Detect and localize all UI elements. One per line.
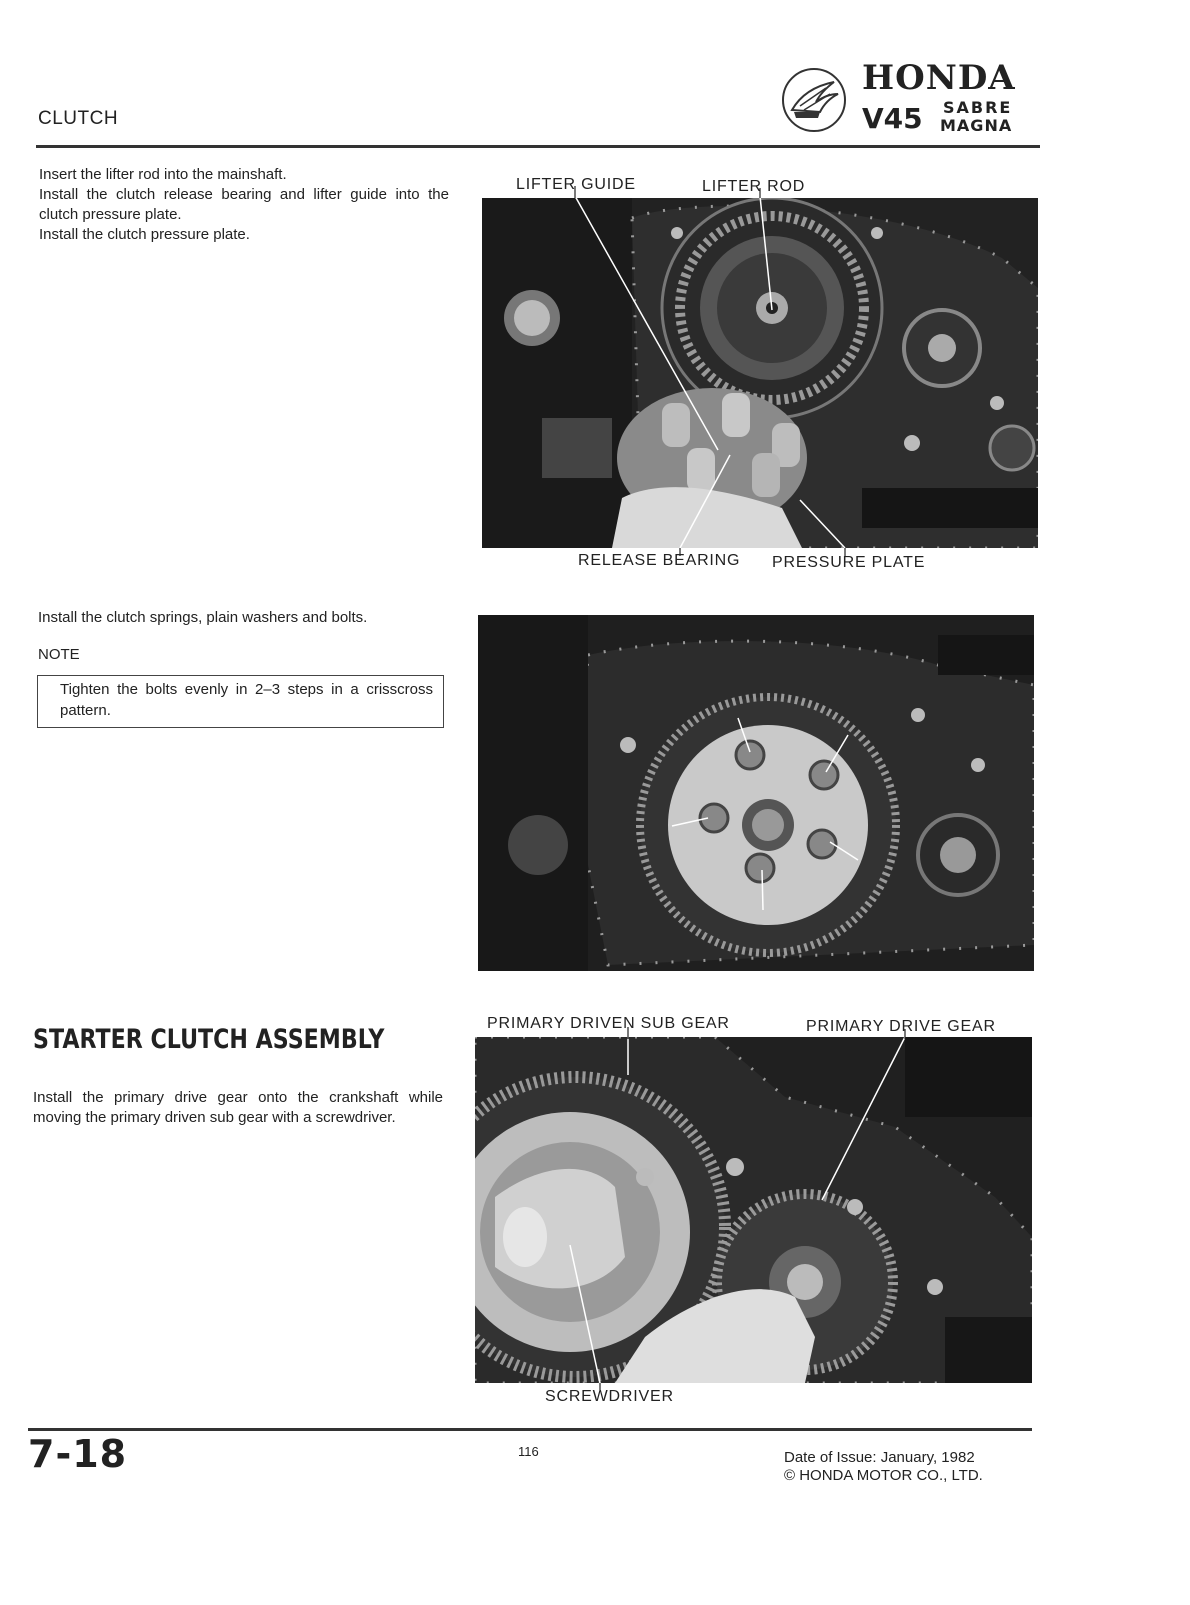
label-pressure-plate: PRESSURE PLATE xyxy=(772,554,926,571)
step1-line-3: Install the clutch pressure plate. xyxy=(39,226,250,243)
honda-wing-icon xyxy=(780,66,848,134)
photo-pressure-plate-install xyxy=(482,198,1038,548)
model-name: V45 xyxy=(862,102,923,135)
brand-name: HONDA xyxy=(862,58,1016,98)
honda-logo xyxy=(780,58,1042,138)
variant-sabre: SABRE xyxy=(943,98,1013,117)
note-box xyxy=(37,675,444,728)
page-number: 7-18 xyxy=(28,1432,128,1476)
note-text: Tighten the bolts evenly in 2–3 steps in a crisscross pattern. xyxy=(60,681,433,719)
label-screwdriver: SCREWDRIVER xyxy=(545,1388,674,1405)
step1-line-1: Insert the lifter rod into the mainshaft. xyxy=(39,166,287,183)
section-title: CLUTCH xyxy=(38,108,119,129)
section-title-starter-clutch: STARTER CLUTCH ASSEMBLY xyxy=(33,1024,385,1055)
label-primary-driven-sub-gear: PRIMARY DRIVEN SUB GEAR xyxy=(487,1015,730,1032)
note-label: NOTE xyxy=(38,646,80,663)
footer-rule xyxy=(28,1428,1032,1431)
step2-instruction: Install the clutch springs, plain washers and bolts. xyxy=(38,609,368,626)
label-lifter-rod: LIFTER ROD xyxy=(702,178,806,195)
step1-instructions xyxy=(39,165,449,245)
photo-clutch-bolts xyxy=(478,615,1034,971)
variant-magna: MAGNA xyxy=(940,116,1013,135)
label-primary-drive-gear: PRIMARY DRIVE GEAR xyxy=(806,1018,996,1035)
step1-line-2: Install the clutch release bearing and lifter guide into the clutch pressure plate. xyxy=(39,186,449,223)
step3-instruction: Install the primary drive gear onto the crankshaft while moving the primary driven sub gear with a screwdriver. xyxy=(33,1089,443,1126)
label-lifter-guide: LIFTER GUIDE xyxy=(516,176,636,193)
issue-info xyxy=(784,1449,983,1485)
issue-date: Date of Issue: January, 1982 xyxy=(784,1449,975,1466)
page-index: 116 xyxy=(518,1444,539,1459)
copyright: © HONDA MOTOR CO., LTD. xyxy=(784,1467,983,1484)
label-release-bearing: RELEASE BEARING xyxy=(578,552,741,569)
photo-primary-drive-gear xyxy=(475,1037,1032,1383)
header-rule xyxy=(36,145,1040,148)
